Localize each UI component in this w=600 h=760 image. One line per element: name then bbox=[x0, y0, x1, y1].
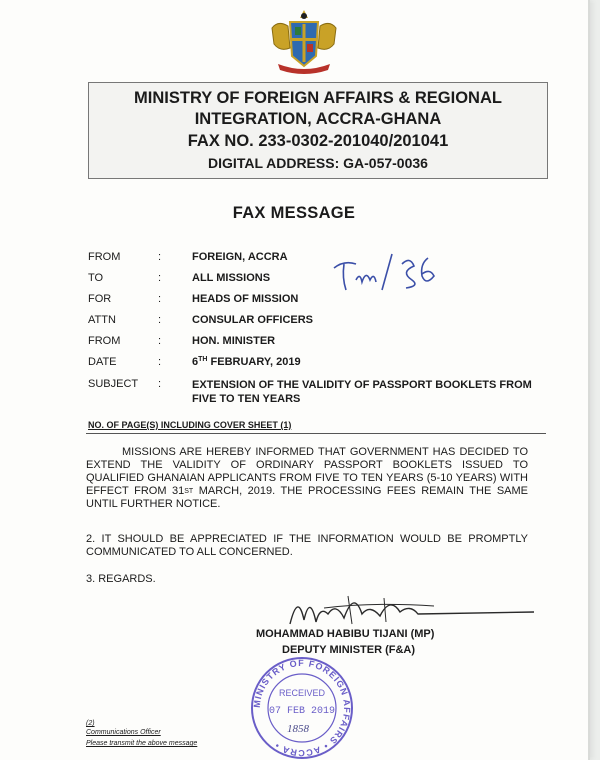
field-value: HON. MINISTER bbox=[192, 335, 276, 347]
document-title: FAX MESSAGE bbox=[232, 204, 356, 222]
field-value: CONSULAR OFFICERS bbox=[192, 314, 313, 326]
header-line-1: MINISTRY OF FOREIGN AFFAIRS & REGIONAL bbox=[134, 89, 502, 107]
received-stamp bbox=[246, 656, 358, 760]
stamp-number: 1858 bbox=[287, 723, 309, 735]
field-colon: : bbox=[158, 272, 162, 284]
field-label: FROM bbox=[88, 335, 121, 347]
field-label: FOR bbox=[88, 293, 112, 305]
footer-page-number: (2) bbox=[86, 720, 95, 727]
stamp-date: 07 FEB 2019 bbox=[268, 706, 336, 717]
divider bbox=[86, 433, 546, 434]
field-label: ATTN bbox=[88, 314, 116, 326]
handwritten-note bbox=[330, 246, 442, 296]
paragraph-1-text-b: MARCH, 2019. THE PROCESSING FEES REMAIN THE SAME UNTIL FURTHER NOTICE. bbox=[86, 485, 529, 510]
date-day: 6 bbox=[192, 356, 199, 368]
stamp-ring-text: MINISTRY OF FOREIGN AFFAIRS • ACCRA • bbox=[251, 657, 353, 759]
footer-instruction: Please transmit the above message bbox=[86, 740, 198, 747]
field-value: ALL MISSIONS bbox=[192, 272, 271, 284]
field-label: DATE bbox=[88, 356, 117, 368]
signatory-title: DEPUTY MINISTER (F&A) bbox=[282, 644, 416, 656]
field-label: TO bbox=[88, 272, 104, 284]
field-colon: : bbox=[158, 335, 162, 347]
field-label: FROM bbox=[88, 251, 121, 263]
paragraph-1 bbox=[86, 446, 528, 511]
paragraph-3: 3. REGARDS. bbox=[86, 573, 156, 585]
field-colon: : bbox=[158, 356, 162, 368]
handwritten-signature bbox=[284, 584, 544, 634]
date-month-year: FEBRUARY, 2019 bbox=[207, 356, 301, 368]
field-label: SUBJECT bbox=[88, 378, 139, 390]
date-ordinal: TH bbox=[198, 356, 208, 363]
paragraph-1-text-a: MISSIONS ARE HEREBY INFORMED THAT GOVERNMENT HAS DECIDED TO EXTEND THE VALIDITY OF ORDINARY PASSPORT BOOKLETS ISSUED TO QUALIFIED GHANAIAN APPLICANTS FROM FIVE TO TEN YEARS (5-10 YEARS) WITH EFFECT FROM 31 bbox=[86, 446, 528, 497]
digital-address: DIGITAL ADDRESS: GA-057-0036 bbox=[208, 155, 428, 171]
subject-value: EXTENSION OF THE VALIDITY OF PASSPORT BOOKLETS FROM FIVE TO TEN YEARS bbox=[192, 379, 532, 405]
field-value: HEADS OF MISSION bbox=[192, 293, 299, 305]
header-line-2: INTEGRATION, ACCRA-GHANA bbox=[194, 110, 442, 128]
field-value: FOREIGN, ACCRA bbox=[192, 251, 288, 263]
field-colon: : bbox=[158, 251, 162, 263]
ministry-header bbox=[88, 82, 548, 179]
fax-number: FAX NO. 233-0302-201040/201041 bbox=[187, 132, 449, 150]
date-value bbox=[192, 356, 301, 368]
ghana-coat-of-arms-icon bbox=[268, 8, 340, 76]
paragraph-2: 2. IT SHOULD BE APPRECIATED IF THE INFORMATION WOULD BE PROMPTLY COMMUNICATED TO ALL CONCERNED. bbox=[86, 533, 528, 558]
ordinal-suffix: ST bbox=[184, 488, 194, 495]
field-colon: : bbox=[158, 314, 162, 326]
footer-officer: Communications Officer bbox=[86, 729, 161, 736]
field-colon: : bbox=[158, 378, 162, 390]
stamp-received: RECEIVED bbox=[278, 688, 326, 698]
signatory-name: MOHAMMAD HABIBU TIJANI (MP) bbox=[256, 628, 435, 640]
page-count-note: NO. OF PAGE(S) INCLUDING COVER SHEET (1) bbox=[88, 420, 292, 430]
field-colon: : bbox=[158, 293, 162, 305]
